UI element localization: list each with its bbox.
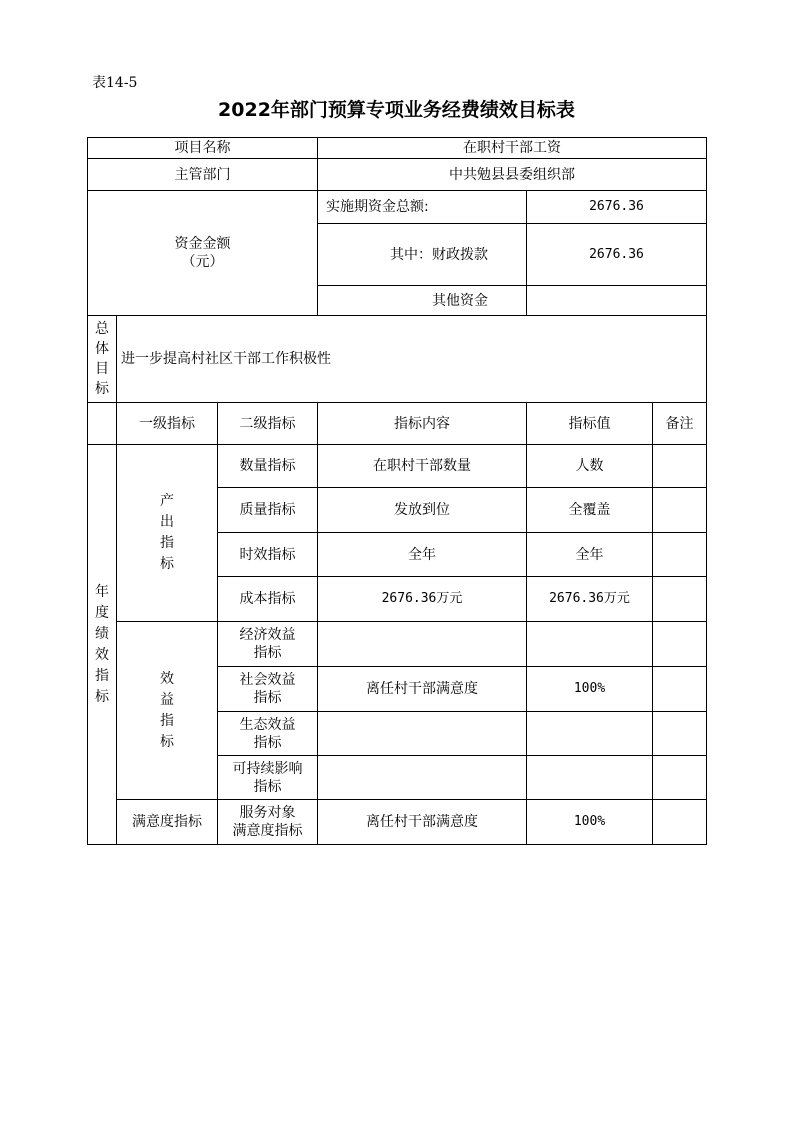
indicator-header-row <box>88 403 707 445</box>
indicator-remark <box>653 712 707 756</box>
performance-target-table <box>87 137 707 845</box>
level2-indicator: 质量指标 <box>218 488 318 533</box>
level2-indicator <box>218 756 318 800</box>
level2-indicator <box>218 622 318 667</box>
output-indicator-label <box>117 445 218 622</box>
output-label-char: 产 <box>160 493 174 509</box>
indicator-value <box>527 712 653 756</box>
indicator-content <box>318 622 527 667</box>
indicator-value <box>527 756 653 800</box>
header-blank <box>88 403 117 445</box>
benefit-label-char: 效 <box>160 670 174 687</box>
goal-text: 进一步提高村社区干部工作积极性 <box>117 316 707 403</box>
project-row <box>88 138 707 159</box>
goal-label-char: 总 <box>95 321 109 337</box>
level2-indicator-line2: 指标 <box>253 690 282 706</box>
annual-label-char: 年 <box>95 583 109 600</box>
annual-indicator-label <box>88 445 117 845</box>
annual-label-char: 标 <box>95 688 109 705</box>
level2-indicator-line1: 可持续影响 <box>232 760 303 777</box>
funds-total-row <box>88 191 707 224</box>
level2-indicator-line1: 服务对象 <box>239 805 296 821</box>
indicator-content <box>318 712 527 756</box>
table-row <box>88 445 707 488</box>
header-level1: 一级指标 <box>117 403 218 445</box>
indicator-remark <box>653 577 707 622</box>
level2-indicator-line2: 指标 <box>253 778 282 795</box>
indicator-content: 发放到位 <box>318 488 527 533</box>
level2-indicator-line2: 指标 <box>253 734 282 751</box>
indicator-content: 全年 <box>318 533 527 577</box>
indicator-value: 全覆盖 <box>527 488 653 533</box>
benefit-label-char: 指 <box>160 712 174 729</box>
level2-indicator-line1: 生态效益 <box>239 716 296 733</box>
satisfaction-indicator-label: 满意度指标 <box>117 800 218 845</box>
level2-indicator <box>218 667 318 712</box>
header-content: 指标内容 <box>318 403 527 445</box>
indicator-value: 人数 <box>527 445 653 488</box>
level2-indicator-line2: 指标 <box>253 645 282 661</box>
funds-total-value: 2676.36 <box>527 191 707 224</box>
page-title: 2022年部门预算专项业务经费绩效目标表 <box>218 99 575 121</box>
funds-other-value <box>527 286 707 316</box>
level2-indicator: 数量指标 <box>218 445 318 488</box>
indicator-content: 在职村干部数量 <box>318 445 527 488</box>
department-row <box>88 159 707 191</box>
funds-other-label: 其他资金 <box>318 286 527 316</box>
annual-label-char: 指 <box>95 667 109 684</box>
goal-label-char: 目 <box>95 361 109 377</box>
benefit-label-char: 标 <box>160 733 174 750</box>
annual-label-char: 绩 <box>95 625 109 642</box>
funds-label-line1: 资金金额 <box>174 236 231 252</box>
indicator-remark <box>653 488 707 533</box>
benefit-label-char: 益 <box>160 691 174 708</box>
level2-indicator <box>218 712 318 756</box>
table-row <box>88 800 707 845</box>
indicator-value: 全年 <box>527 533 653 577</box>
level2-indicator <box>218 800 318 845</box>
indicator-content <box>318 756 527 800</box>
indicator-remark <box>653 533 707 577</box>
indicator-remark <box>653 622 707 667</box>
header-remark: 备注 <box>653 403 707 445</box>
project-name-value: 在职村干部工资 <box>318 138 707 159</box>
indicator-remark <box>653 800 707 845</box>
funds-fiscal-value: 2676.36 <box>527 224 707 286</box>
indicator-remark <box>653 667 707 712</box>
level2-indicator-line1: 经济效益 <box>239 627 296 643</box>
goal-row <box>88 316 707 403</box>
benefit-indicator-label <box>117 622 218 800</box>
level2-indicator-line1: 社会效益 <box>239 672 296 688</box>
goal-label-char: 标 <box>95 381 109 397</box>
indicator-remark <box>653 445 707 488</box>
indicator-content: 2676.36万元 <box>318 577 527 622</box>
table-row <box>88 622 707 667</box>
header-value: 指标值 <box>527 403 653 445</box>
output-label-char: 出 <box>160 514 174 530</box>
funds-total-label: 实施期资金总额: <box>318 191 527 224</box>
indicator-value: 100% <box>527 800 653 845</box>
indicator-value: 2676.36万元 <box>527 577 653 622</box>
annual-label-char: 度 <box>95 604 109 621</box>
header-level2: 二级指标 <box>218 403 318 445</box>
funds-fiscal-label: 其中：财政拨款 <box>318 224 527 286</box>
level2-indicator: 成本指标 <box>218 577 318 622</box>
department-value: 中共勉县县委组织部 <box>318 159 707 191</box>
annual-label-char: 效 <box>95 646 109 663</box>
department-label: 主管部门 <box>88 159 318 191</box>
table-number: 表14-5 <box>92 75 138 91</box>
goal-label-char: 体 <box>95 341 109 357</box>
indicator-content: 离任村干部满意度 <box>318 667 527 712</box>
funds-label-line2: （元） <box>181 254 224 270</box>
goal-label <box>88 316 117 403</box>
funds-label <box>88 191 318 316</box>
indicator-value <box>527 622 653 667</box>
indicator-content: 离任村干部满意度 <box>318 800 527 845</box>
output-label-char: 指 <box>160 535 174 551</box>
output-label-char: 标 <box>160 556 174 572</box>
level2-indicator: 时效指标 <box>218 533 318 577</box>
indicator-value: 100% <box>527 667 653 712</box>
level2-indicator-line2: 满意度指标 <box>232 823 303 839</box>
project-name-label: 项目名称 <box>88 138 318 159</box>
indicator-remark <box>653 756 707 800</box>
